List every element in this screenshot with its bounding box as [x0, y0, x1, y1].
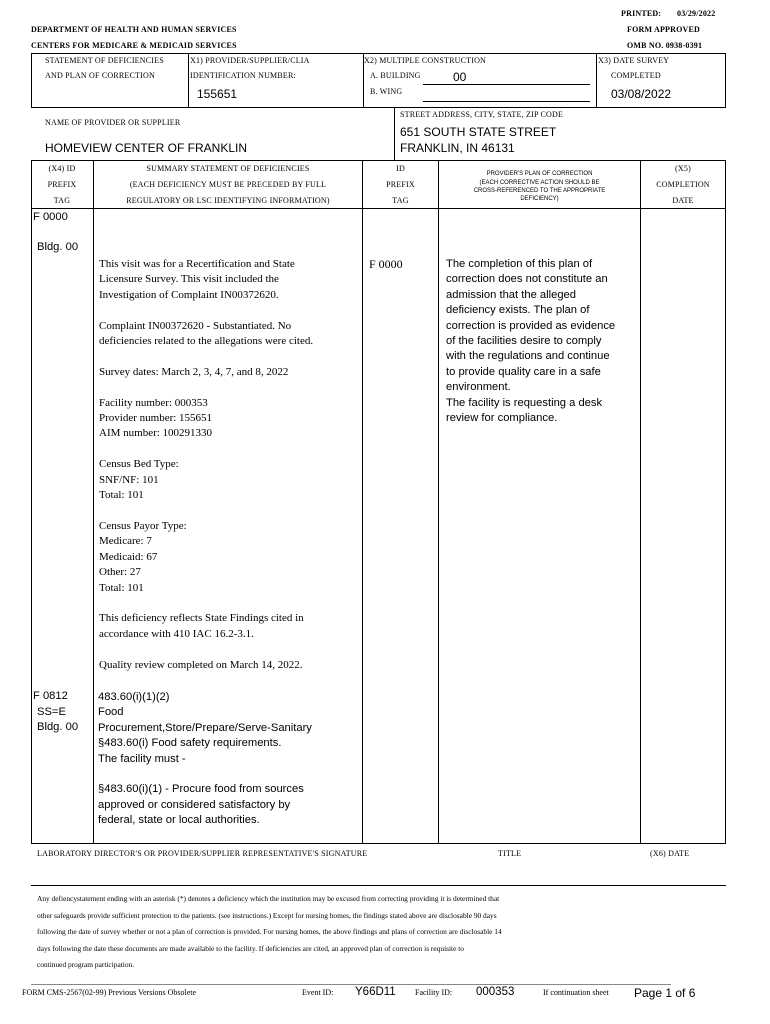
summary-header-1: SUMMARY STATEMENT OF DEFICIENCIES: [146, 164, 310, 173]
director-signature-label: LABORATORY DIRECTOR'S OR PROVIDER/SUPPLIER REPRESENTATIVE'S SIGNATURE: [37, 849, 368, 858]
x4-header-1: (X4) ID: [48, 164, 76, 173]
multiple-construction-label: X2) MULTIPLE CONSTRUCTION: [364, 56, 487, 65]
entry1-summary: This visit was for a Recertification and State Licensure Survey. This visit included the Investigation of Complaint IN00372620. Complaint IN00372620 - Substantiated. No deficiencies related to the allegations were cited. Survey dates: March 2, 3, 4, 7, and 8, 2022 Facility number: 000353 Provider number: 155651 AIM number: 100291330 Census Bed Type: SNF/NF: 101 Total: 101 Census Payor Type: Medicare: 7 Medicaid: 67 Other: 27 Total: 101 This deficiency reflects State Findings cited in accordance with 410 IAC 16.2-3.1. Quality review completed on March 14, 2022.: [99, 258, 314, 671]
building-label: A. BUILDING: [370, 71, 421, 80]
x5-header-1: (X5): [675, 164, 691, 173]
form-number: FORM CMS-2567(02-99) Previous Versions Obsolete: [22, 988, 197, 997]
entry1-plan: The completion of this plan of correction does not constitute an admission that the alleged deficiency exists. The plan of correction is provided as evidence of the facilities desire to comply with the regulations and continue to provide quality care in a safe environment. The facility is requesting a desk review for compliance.: [446, 258, 616, 425]
id-block-left-line: [31, 53, 32, 107]
col-header-bottom-line: [31, 208, 726, 209]
building-value: 00: [453, 70, 467, 84]
address-line-2: FRANKLIN, IN 46131: [400, 141, 515, 155]
entry2-bldg: Bldg. 00: [37, 721, 79, 733]
provider-name-value: HOMEVIEW CENTER OF FRANKLIN: [45, 141, 248, 155]
entry1-bldg: Bldg. 00: [37, 241, 79, 253]
provider-name-label: NAME OF PROVIDER OR SUPPLIER: [45, 118, 181, 127]
footer-line: [31, 984, 671, 985]
plan-header-4: DEFICIENCY): [520, 196, 559, 202]
id-block-right-line: [725, 53, 726, 107]
entry2-ss: SS=E: [37, 706, 66, 718]
statement-label-1: STATEMENT OF DEFICIENCIES: [45, 56, 164, 65]
building-underline: [423, 84, 590, 85]
id-header-3: TAG: [392, 196, 409, 205]
col-right-line: [725, 160, 726, 843]
col-div-summary: [362, 160, 363, 843]
summary-header-3: REGULATORY OR LSC IDENTIFYING INFORMATION): [126, 196, 330, 205]
summary-header-2: (EACH DEFICIENCY MUST BE PRECEDED BY FULL: [129, 180, 327, 189]
id-block-bottom-line: [31, 107, 726, 108]
continuation-label: If continuation sheet: [543, 988, 609, 997]
id-block-top-line: [31, 53, 726, 54]
x5-header-3: DATE: [672, 196, 694, 205]
plan-header-1: PROVIDER'S PLAN OF CORRECTION: [486, 171, 593, 177]
facility-id-label: Facility ID:: [415, 988, 453, 997]
date-survey-label-1: X3) DATE SURVEY: [598, 56, 670, 65]
date-survey-value: 03/08/2022: [611, 87, 672, 101]
event-id-value: Y66D11: [355, 986, 396, 998]
id-block-div1: [188, 53, 189, 107]
id-block-div3: [596, 53, 597, 107]
provider-id-label-2: IDENTIFICATION NUMBER:: [190, 71, 296, 80]
entry2-summary: 483.60(i)(1)(2) Food Procurement,Store/Prepare/Serve-Sanitary §483.60(i) Food safety requirements. The facility must - §483.60(i)(1) - Procure food from sources approved or considered satisfactory by federal, state or local authorities.: [98, 691, 312, 827]
col-div-id: [438, 160, 439, 843]
form-approved: FORM APPROVED: [627, 25, 701, 34]
facility-id-value: 000353: [476, 986, 515, 998]
entry1-tag: F 0000: [33, 211, 68, 223]
printed-date: 03/29/2022: [677, 9, 716, 18]
plan-header-3: CROSS-REFERENCED TO THE APPROPRIATE: [473, 188, 606, 194]
page-number: Page 1 of 6: [634, 986, 696, 1000]
wing-label: B. WING: [370, 87, 403, 96]
provider-id-label-1: X1) PROVIDER/SUPPLIER/CLIA: [190, 56, 310, 65]
signature-bottom-line: [31, 885, 726, 886]
x5-header-2: COMPLETION: [656, 180, 710, 189]
col-left-line: [31, 160, 32, 843]
col-div-x4: [93, 160, 94, 843]
event-id-label: Event ID:: [302, 988, 334, 997]
provider-bottom-line: [31, 160, 726, 161]
printed-label: PRINTED:: [621, 9, 662, 18]
id-header-1: ID: [396, 164, 405, 173]
id-header-2: PREFIX: [386, 180, 415, 189]
department-title: DEPARTMENT OF HEALTH AND HUMAN SERVICES: [31, 25, 237, 34]
wing-underline: [423, 101, 590, 102]
provider-divider: [394, 107, 395, 160]
entry2-tag: F 0812: [33, 690, 68, 702]
entry1-plan-tag: F 0000: [369, 257, 403, 271]
col-body-bottom-line: [31, 843, 726, 844]
plan-header-2: (EACH CORRECTIVE ACTION SHOULD BE: [479, 180, 600, 186]
x4-header-3: TAG: [53, 196, 71, 205]
address-label: STREET ADDRESS, CITY, STATE, ZIP CODE: [400, 110, 564, 119]
disclaimer-text: Any defiencystatement ending with an asterisk (*) denotes a deficiency which the institution may be excused from correcting providing it is determined that other safeguards provide sufficient protection to the patients. (see instructions.) Except for nursing homes, the findings stated above are disclosable 90 days following the date of survey whether or not a plan of correction is provided. For nursing homes, the above findings and plans of correction are disclosable 14 days following the date these documents are made available to the facility. If deficiencies are cited, an approved plan of correction is requisite to continued program participation.: [37, 894, 502, 969]
x4-header-2: PREFIX: [47, 180, 77, 189]
provider-id-value: 155651: [197, 87, 238, 101]
date-survey-label-2: COMPLETED: [611, 71, 661, 80]
title-label: TITLE: [498, 849, 522, 858]
address-line-1: 651 SOUTH STATE STREET: [400, 125, 557, 139]
col-div-plan: [640, 160, 641, 843]
centers-title: CENTERS FOR MEDICARE & MEDICAID SERVICES: [31, 41, 237, 50]
x6-date-label: (X6) DATE: [650, 849, 690, 858]
omb-number: OMB NO. 0938-0391: [627, 41, 703, 50]
statement-label-2: AND PLAN OF CORRECTION: [45, 71, 155, 80]
